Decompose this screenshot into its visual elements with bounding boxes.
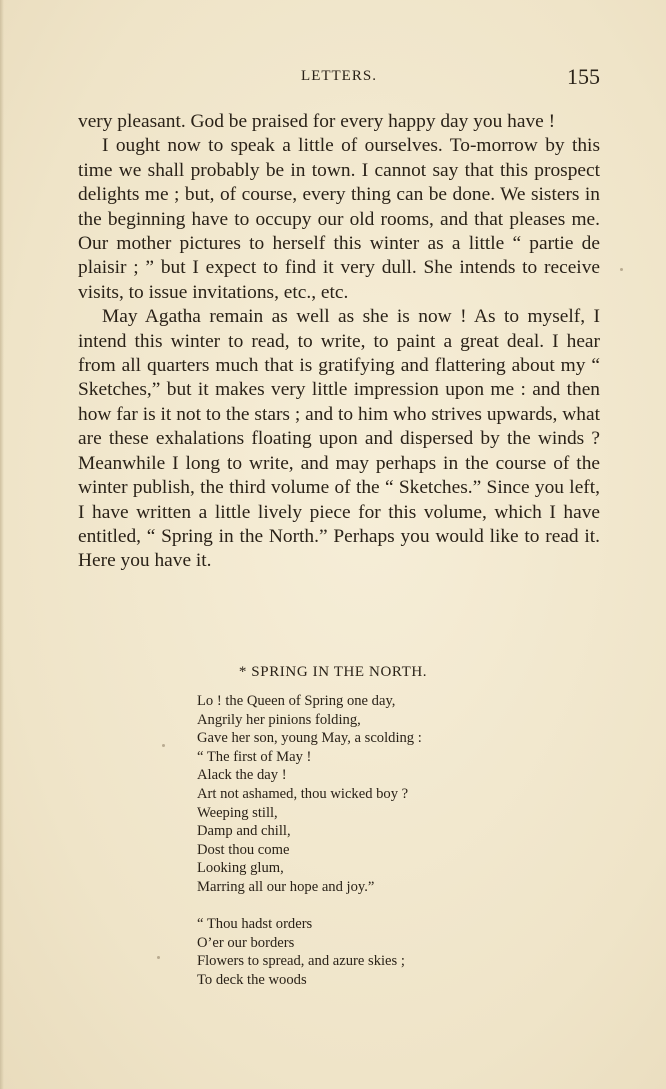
body-text (78, 110, 600, 574)
paragraph-continued: very pleasant. God be praised for every happy day you have ! (78, 111, 556, 132)
poem-line: O’er our borders (197, 934, 295, 951)
page-number: 155 (567, 64, 600, 89)
poem-line: To deck the woods (197, 971, 307, 988)
poem-line: Gave her son, young May, a scolding : (197, 730, 422, 747)
paper-speck (157, 956, 160, 959)
poem-line: Dost thou come (197, 841, 290, 858)
poem-line: Art not ashamed, thou wicked boy ? (197, 785, 409, 802)
page-edge-shadow (0, 0, 4, 1089)
poem-line: Weeping still, (197, 804, 278, 821)
paper-speck (620, 268, 623, 271)
running-title: LETTERS. (301, 68, 377, 84)
poem-stanza-1 (197, 692, 557, 897)
poem-line: “ Thou hadst orders (197, 916, 313, 932)
paper-speck (162, 744, 165, 747)
page-header (78, 64, 600, 94)
poem-line: Lo ! the Queen of Spring one day, (197, 693, 396, 709)
poem-line: “ The first of May ! (197, 748, 312, 765)
poem-line: Looking glum, (197, 860, 284, 877)
poem-line: Angrily her pinions folding, (197, 711, 361, 728)
poem-line: Marring all our hope and joy.” (197, 878, 375, 895)
poem-stanza-2 (197, 915, 557, 989)
paragraph-agatha: May Agatha remain as well as she is now ! As to myself, I intend this winter to read, to write, to paint a great deal. I hear from all quarters much that is gratifying and flattering about my “ Sketches,” but it makes very little impression upon me : and then how far is it not to the stars ; and to him who strives upwards, what are these exhalations floating upon and dispersed by the winds ? Meanwhile I long to write, and may perhaps in the course of the winter publish, the third volume of the “ Sketches.” Since you left, I have written a little lively piece for this volume, which I have entitled, “ Spring in the North.” Perhaps you would like to read it. Here you have it. (78, 306, 600, 572)
poem-line: Damp and chill, (197, 823, 291, 840)
paragraph-ourselves: I ought now to speak a little of ourselves. To-morrow by this time we shall probably be in town. I cannot say that this prospect delights me ; but, of course, every thing can be done. We sisters in the beginning have to occupy our old rooms, and that pleases me. Our mother pictures to herself this winter as a little “ partie de plaisir ; ” but I expect to find it very dull. She intends to receive visits, to issue invitations, etc., etc. (78, 135, 600, 303)
poem-line: Alack the day ! (197, 767, 287, 784)
poem-title: * SPRING IN THE NORTH. (238, 664, 428, 680)
poem-line: Flowers to spread, and azure skies ; (197, 953, 405, 970)
